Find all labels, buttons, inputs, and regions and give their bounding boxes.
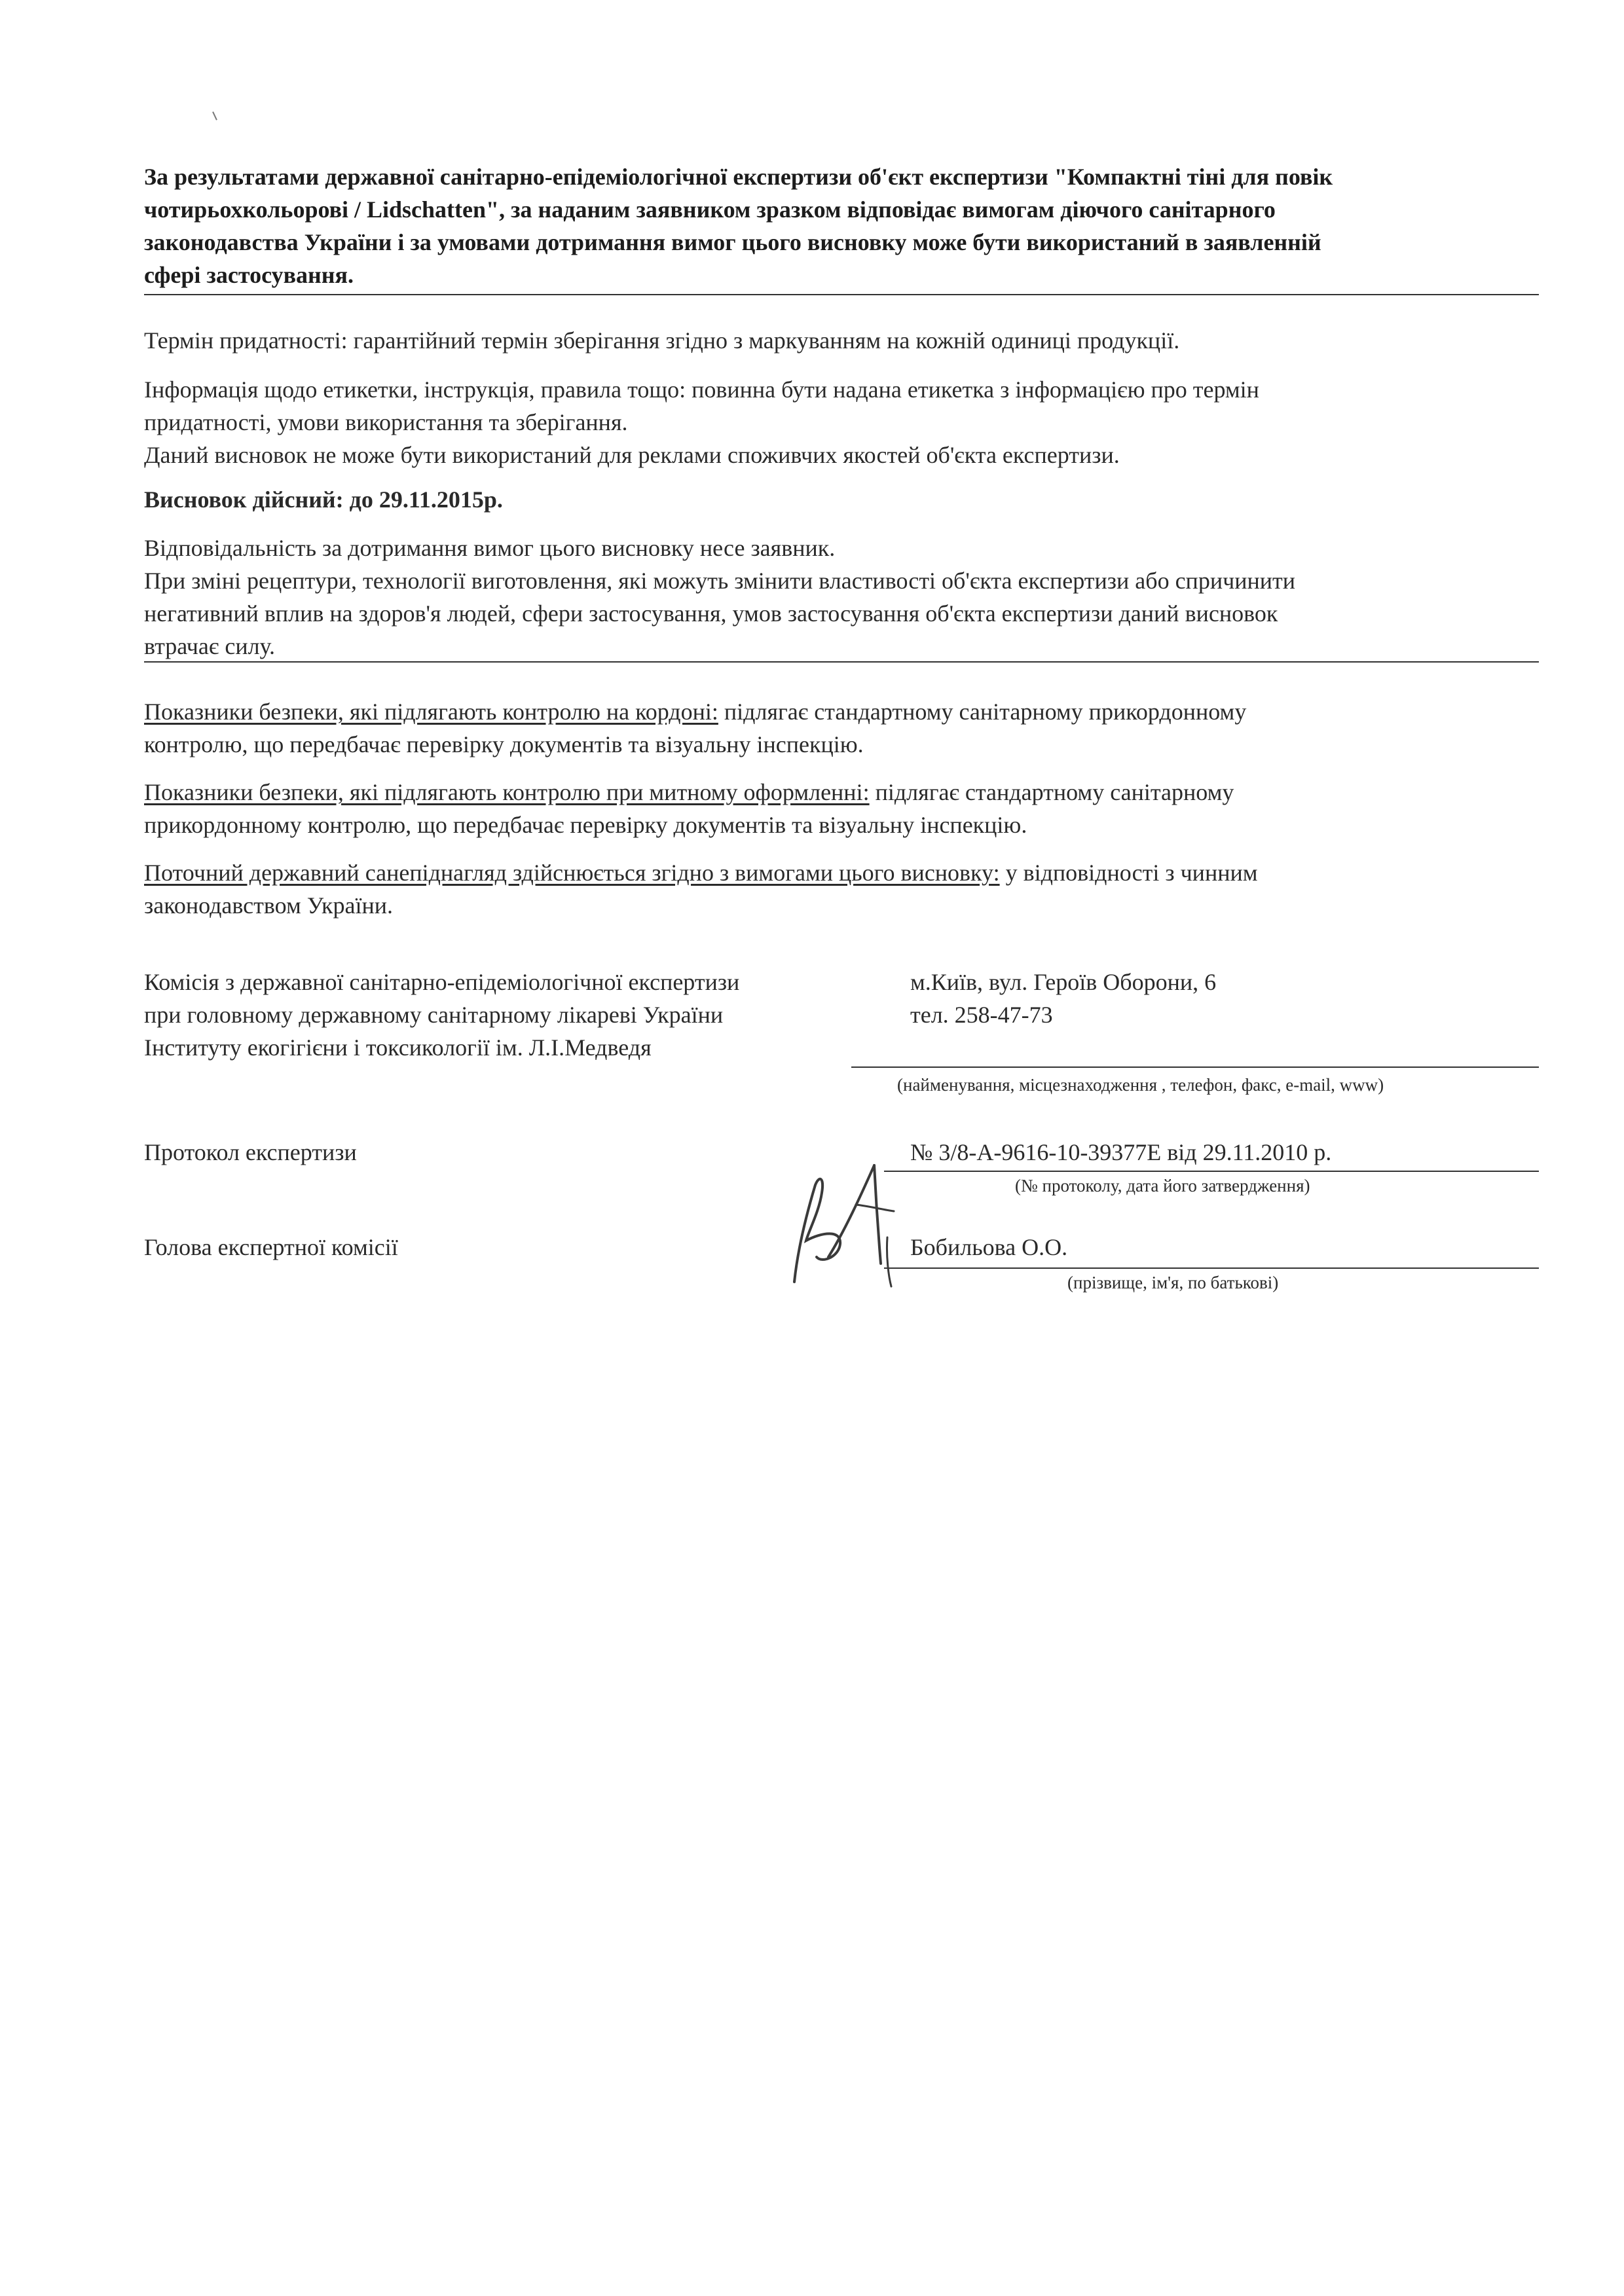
supervision-line: законодавством України. bbox=[144, 892, 394, 919]
customs-control-line bbox=[144, 776, 1532, 809]
shelf-life bbox=[144, 324, 1532, 357]
scan-mark bbox=[212, 111, 217, 120]
border-control bbox=[144, 695, 1532, 761]
customs-control bbox=[144, 776, 1532, 841]
shelf-life-text: Термін придатності: гарантійний термін зберігання згідно з маркуванням на кожній одиниці продукції. bbox=[144, 327, 1180, 354]
label-info-line: придатності, умови використання та зберігання. bbox=[144, 409, 628, 435]
head-name: Бобильова О.О. bbox=[910, 1234, 1068, 1260]
commission-caption: (найменування, місцезнаходження , телефон, факс, e-mail, www) bbox=[897, 1075, 1384, 1095]
intro-line: За результатами державної санітарно-епідеміологічної експертизи об'єкт експертизи "Компактні тіні для повік bbox=[144, 164, 1333, 190]
validity-text: Висновок дійсний: до 29.11.2015р. bbox=[144, 486, 503, 513]
commission-address: м.Київ, вул. Героїв Оборони, 6 bbox=[910, 969, 1217, 995]
intro-line: законодавства України і за умовами дотримання вимог цього висновку може бути використаний в заявленній bbox=[144, 229, 1321, 255]
head-underline bbox=[884, 1267, 1539, 1269]
supervision bbox=[144, 856, 1532, 922]
responsibility-line: втрачає силу. bbox=[144, 633, 275, 659]
responsibility bbox=[144, 532, 1532, 663]
supervision-line bbox=[144, 856, 1532, 889]
commission-line: Комісія з державної санітарно-епідеміологічної експертизи bbox=[144, 969, 740, 995]
customs-control-label: Показники безпеки, які підлягають контролю при митному оформленні: bbox=[144, 779, 870, 805]
responsibility-line: При зміні рецептури, технології виготовлення, які можуть змінити властивості об'єкта експертизи або спричинити bbox=[144, 568, 1295, 594]
responsibility-line: негативний вплив на здоров'я людей, сфери застосування, умов застосування об'єкта експертизи даний висновок bbox=[144, 600, 1278, 627]
protocol-number: № 3/8-А-9616-10-39377Е від 29.11.2010 р. bbox=[910, 1139, 1332, 1165]
supervision-text: у відповідності з чинним bbox=[999, 860, 1258, 886]
intro-line: чотирьохкольорові / Lidschatten", за наданим заявником зразком відповідає вимогам діючого санітарного bbox=[144, 196, 1276, 223]
supervision-label: Поточний державний санепіднагляд здійснюється згідно з вимогами цього висновку: bbox=[144, 860, 1000, 886]
border-control-label: Показники безпеки, які підлягають контролю на кордоні: bbox=[144, 699, 718, 725]
section-divider bbox=[144, 661, 1539, 663]
protocol-label: Протокол експертизи bbox=[144, 1139, 357, 1165]
label-info-line: Даний висновок не може бути використаний для реклами споживчих якостей об'єкта експертизи. bbox=[144, 442, 1120, 468]
head-caption: (прізвище, ім'я, по батькові) bbox=[1067, 1273, 1279, 1292]
commission-line: Інституту екогігієни і токсикології ім. Л.І.Медведя bbox=[144, 1034, 652, 1061]
border-control-text: підлягає стандартному санітарному прикордонному bbox=[718, 699, 1247, 725]
commission-name bbox=[144, 966, 897, 1064]
signature-image bbox=[783, 1159, 900, 1290]
conclusion-intro bbox=[144, 160, 1539, 295]
commission-underline bbox=[851, 1066, 1539, 1068]
commission-line: при головному державному санітарному лікареві України bbox=[144, 1002, 724, 1028]
border-control-line bbox=[144, 695, 1532, 728]
label-info bbox=[144, 373, 1532, 471]
customs-control-text: підлягає стандартному санітарному bbox=[869, 779, 1234, 805]
responsibility-line: Відповідальність за дотримання вимог цього висновку несе заявник. bbox=[144, 535, 836, 561]
commission-phone: тел. 258-47-73 bbox=[910, 1002, 1053, 1028]
protocol-underline bbox=[884, 1171, 1539, 1172]
protocol-caption: (№ протоколу, дата його затвердження) bbox=[1015, 1176, 1310, 1195]
validity bbox=[144, 483, 1532, 516]
border-control-line: контролю, що передбачає перевірку документів та візуальну інспекцію. bbox=[144, 731, 864, 757]
label-info-line: Інформація щодо етикетки, інструкція, правила тощо: повинна бути надана етикетка з інформацією про термін bbox=[144, 376, 1259, 403]
head-label: Голова експертної комісії bbox=[144, 1234, 398, 1260]
customs-control-line: прикордонному контролю, що передбачає перевірку документів та візуальну інспекцію. bbox=[144, 812, 1027, 838]
intro-line: сфері застосування. bbox=[144, 262, 354, 288]
